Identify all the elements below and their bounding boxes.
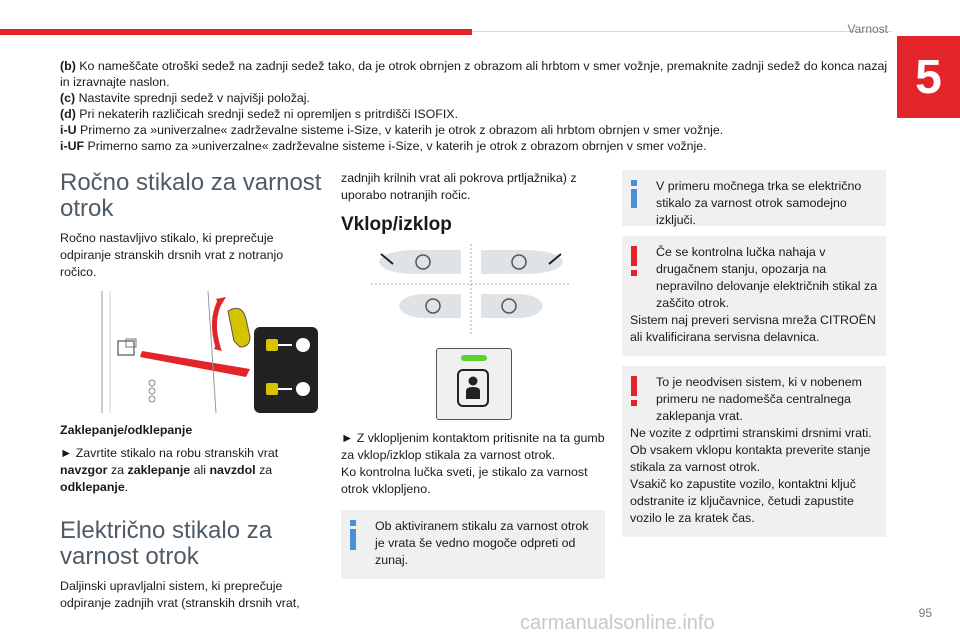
column-left bbox=[60, 170, 322, 612]
indicator-light bbox=[461, 355, 487, 361]
vehicle-bottom-right bbox=[481, 294, 543, 318]
column-right bbox=[622, 170, 886, 537]
child-lock-button[interactable] bbox=[436, 348, 512, 420]
info-note-crash: V primeru močnega trka se električno stikalo za varnost otrok samodejno izključi. bbox=[622, 170, 886, 226]
indicator-explanation: Ko kontrolna lučka sveti, je stikalo za varnost otrok vklopljeno. bbox=[341, 465, 588, 496]
top-divider bbox=[472, 31, 892, 32]
column-middle bbox=[341, 170, 605, 579]
electric-lock-description: Daljinski upravljalni sistem, ki preprečuje odpiranje zadnjih vrat (stranskih drsnih vrat, bbox=[60, 579, 300, 610]
lock-instructions: ► Zavrtite stikalo na robu stranskih vrat navzgor za zaklepanje ali navzdol za odklepanje. bbox=[60, 446, 279, 494]
door-lock-illustration bbox=[70, 291, 318, 413]
chapter-number: 5 bbox=[897, 36, 960, 118]
manual-child-lock-title: Ročno stikalo za varnost otrok bbox=[60, 169, 322, 222]
warning-note-independent-system: To je neodvisen sistem, ki v nobenem primeru ne nadomešča centralnega zaklepanja vrat. Ne vozite z odprtimi stranskimi drsnimi vrati. Ob vsakem vklopu kontakta preverite stanje stikala za varnost otrok. Vsakič ko zapustite vozilo, kontaktni ključ odstranite iz ključavnice, četudi zapustite vozilo le za kratek čas. bbox=[622, 366, 886, 537]
note-iuf: i-UF Primerno samo za »univerzalne« zadrževalne sisteme i-Size, v katerih je otrok z obrazom obrnjen v smer vožnje. bbox=[60, 139, 707, 153]
section-title: Varnost bbox=[847, 22, 888, 36]
vehicle-bottom-left bbox=[399, 294, 461, 318]
on-off-instruction: ► Z vklopljenim kontaktom pritisnite na ta gumb za vklop/izklop stikala za varnost otrok. bbox=[341, 431, 605, 462]
vehicle-top-right bbox=[481, 250, 563, 274]
on-off-heading: Vklop/izklop bbox=[341, 214, 452, 235]
note-d: (d) Pri nekaterih različicah srednji sedež ni opremljen s pritrdišči ISOFIX. bbox=[60, 107, 459, 121]
watermark: carmanualsonline.info bbox=[520, 612, 715, 634]
warning-note-indicator: Če se kontrolna lučka nahaja v drugačnem stanju, opozarja na nepravilno delovanje električnih stikal za zaščito otrok. Sistem naj preveri servisna mreža CITROËN ali kvalificirana servisna delavnica. bbox=[622, 236, 886, 356]
note-c: (c) Nastavite sprednji sedež v najvišji položaj. bbox=[60, 91, 311, 105]
note-iu: i-U Primerno za »univerzalne« zadrževalne sisteme i-Size, v katerih je otrok z obrazom ali hrbtom obrnjen v smer vožnje. bbox=[60, 123, 724, 137]
manual-lock-description: Ročno nastavljivo stikalo, ki preprečuje odpiranje stranskih drsnih vrat z notranjo ročico. bbox=[60, 231, 284, 279]
lock-unlock-heading: Zaklepanje/odklepanje bbox=[60, 423, 193, 437]
electric-lock-description-cont: zadnjih krilnih vrat ali pokrova prtljažnika) z uporabo notranjih ročic. bbox=[341, 171, 577, 202]
info-note-outside-opening: Ob aktiviranem stikalu za varnost otrok je vrata še vedno mogoče odpreti od zunaj. bbox=[341, 510, 605, 579]
top-accent-bar bbox=[0, 29, 472, 35]
info-icon bbox=[349, 520, 357, 555]
note-b: (b) Ko nameščate otroški sedež na zadnji sedež tako, da je otrok obrnjen z obrazom ali hrbtom v smer vožnje, premaknite zadnji sedež do konca nazaj in izravnajte naslon. bbox=[60, 59, 888, 89]
warning-icon bbox=[630, 246, 638, 281]
page-number: 95 bbox=[918, 606, 932, 620]
doors-diagram bbox=[371, 244, 571, 340]
electric-child-lock-title: Električno stikalo za varnost otrok bbox=[60, 517, 273, 570]
child-lock-icon bbox=[457, 369, 489, 407]
info-icon bbox=[630, 180, 638, 213]
warning-icon bbox=[630, 376, 638, 411]
vehicle-top-left bbox=[379, 250, 461, 274]
intro-notes bbox=[60, 58, 890, 154]
